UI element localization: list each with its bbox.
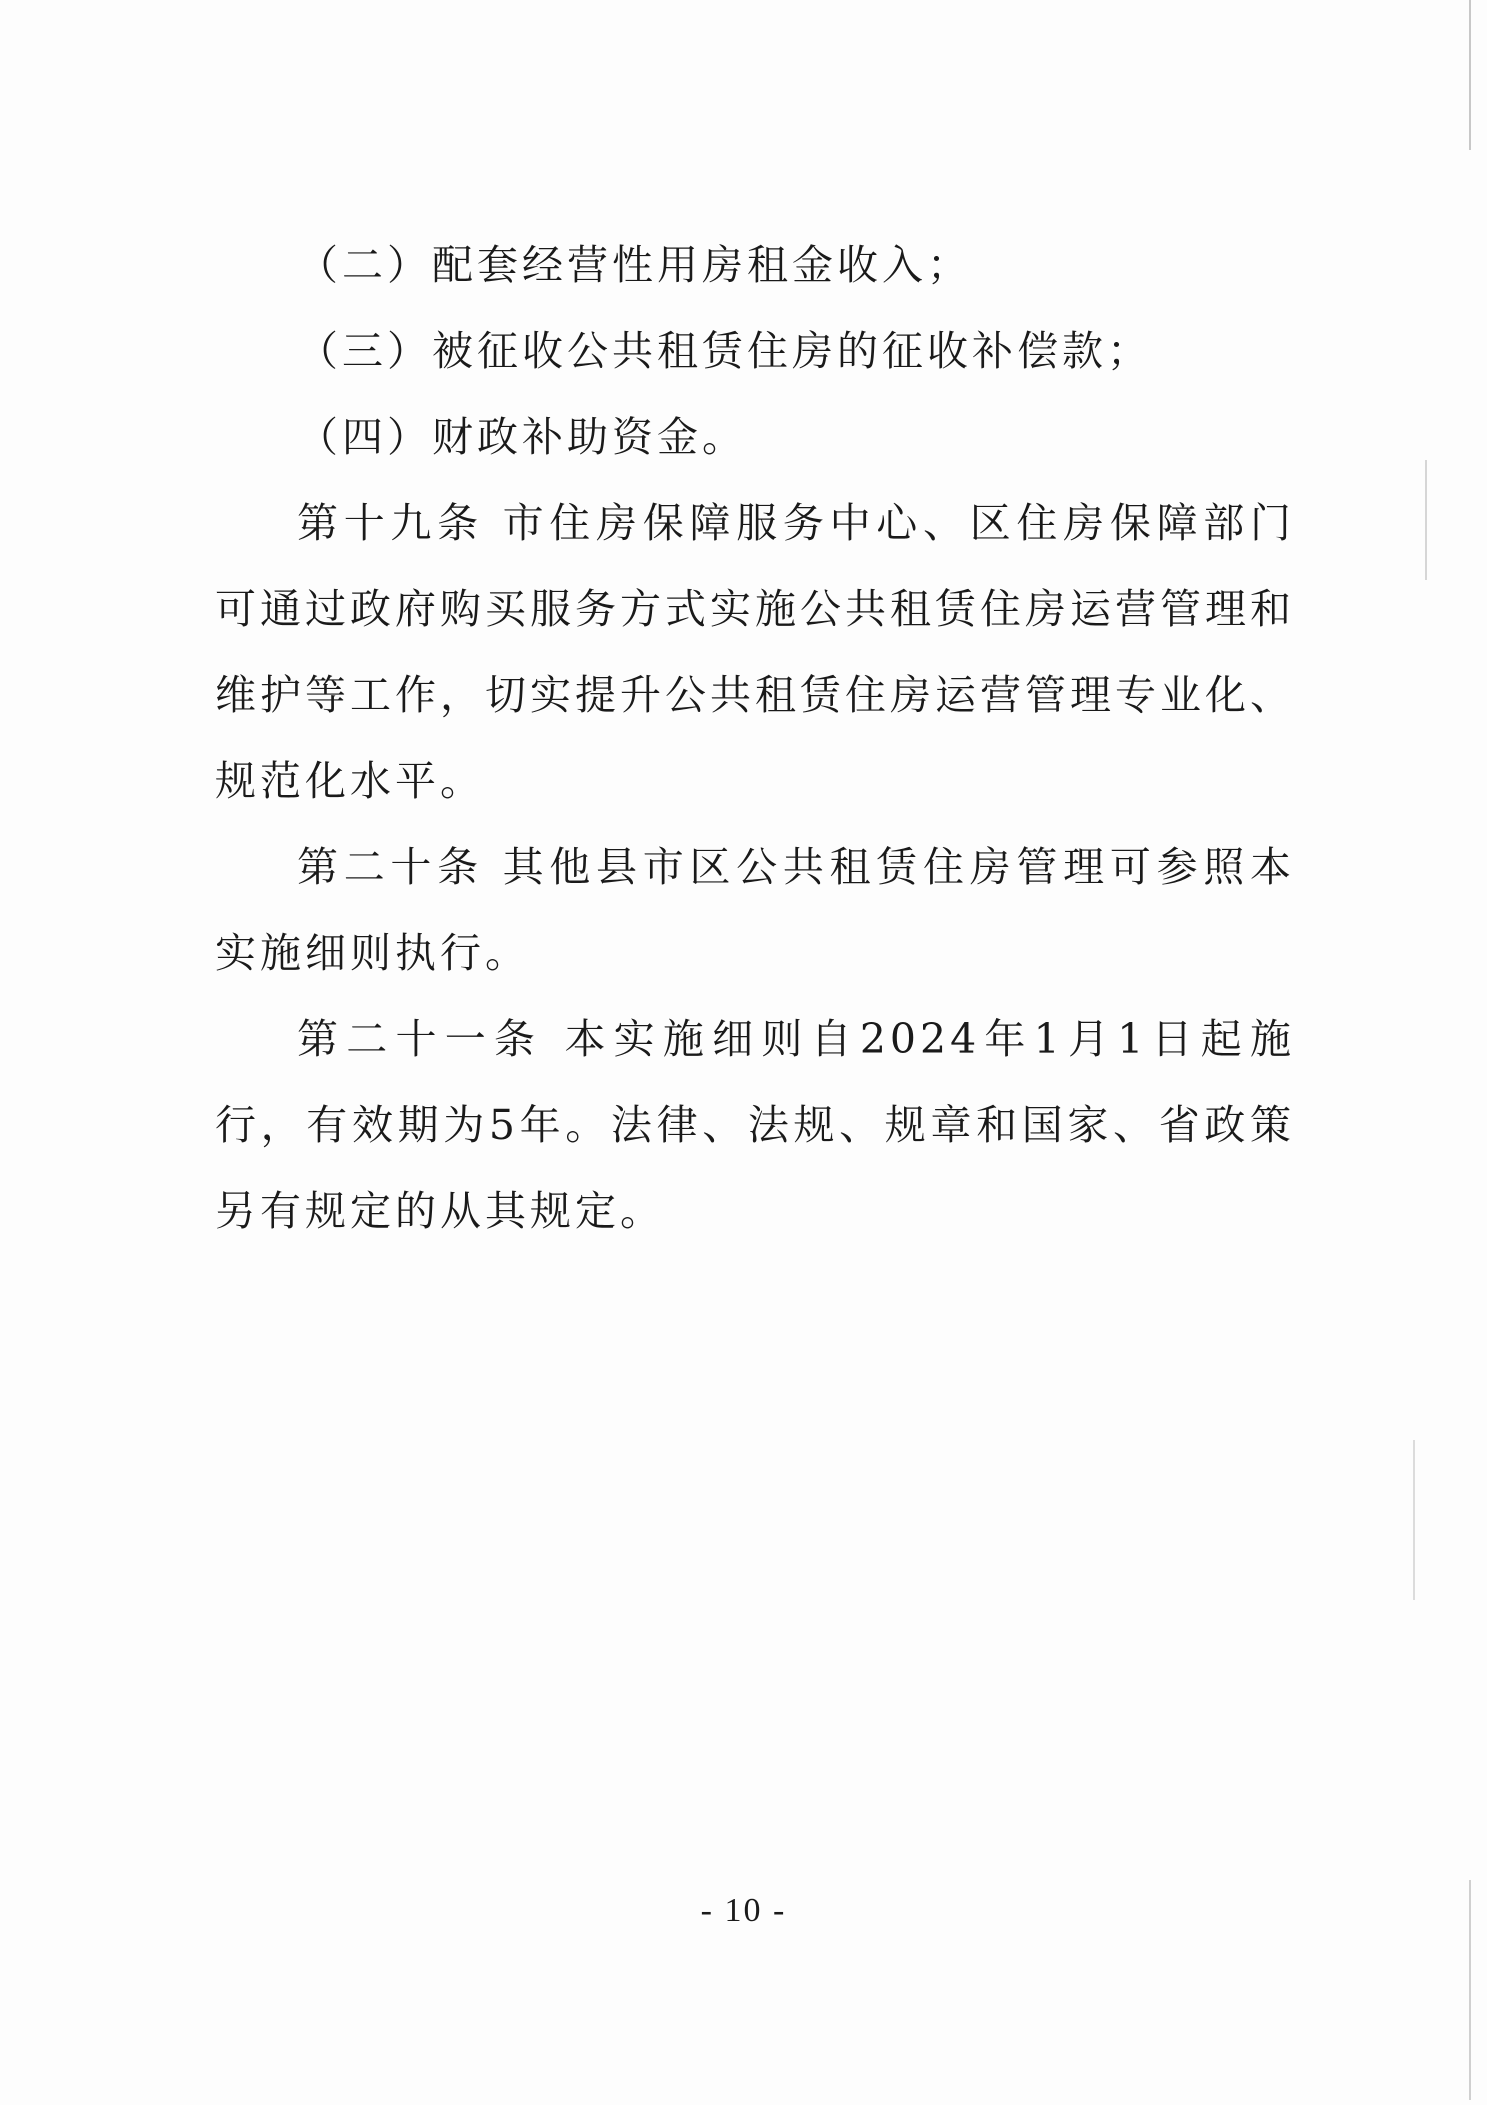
document-body (215, 222, 1295, 1254)
scan-artifact (1469, 0, 1471, 150)
page-number: - 10 - (700, 1892, 787, 1929)
article-20: 第二十条 其他县市区公共租赁住房管理可参照本实施细则执行。 (215, 843, 1295, 977)
article-21: 第二十一条 本实施细则自2024年1月1日起施行，有效期为5年。法律、法规、规章和国家、省政策另有规定的从其规定。 (215, 1015, 1295, 1235)
list-item-4: （四）财政补助资金。 (297, 413, 747, 461)
scan-artifact (1425, 460, 1427, 580)
list-item-3: （三）被征收公共租赁住房的征收补偿款； (297, 327, 1152, 375)
article-19: 第十九条 市住房保障服务中心、区住房保障部门可通过政府购买服务方式实施公共租赁住房运营管理和维护等工作，切实提升公共租赁住房运营管理专业化、规范化水平。 (215, 499, 1295, 805)
list-item-2: （二）配套经营性用房租金收入； (297, 241, 972, 289)
scan-artifact (1413, 1440, 1415, 1600)
